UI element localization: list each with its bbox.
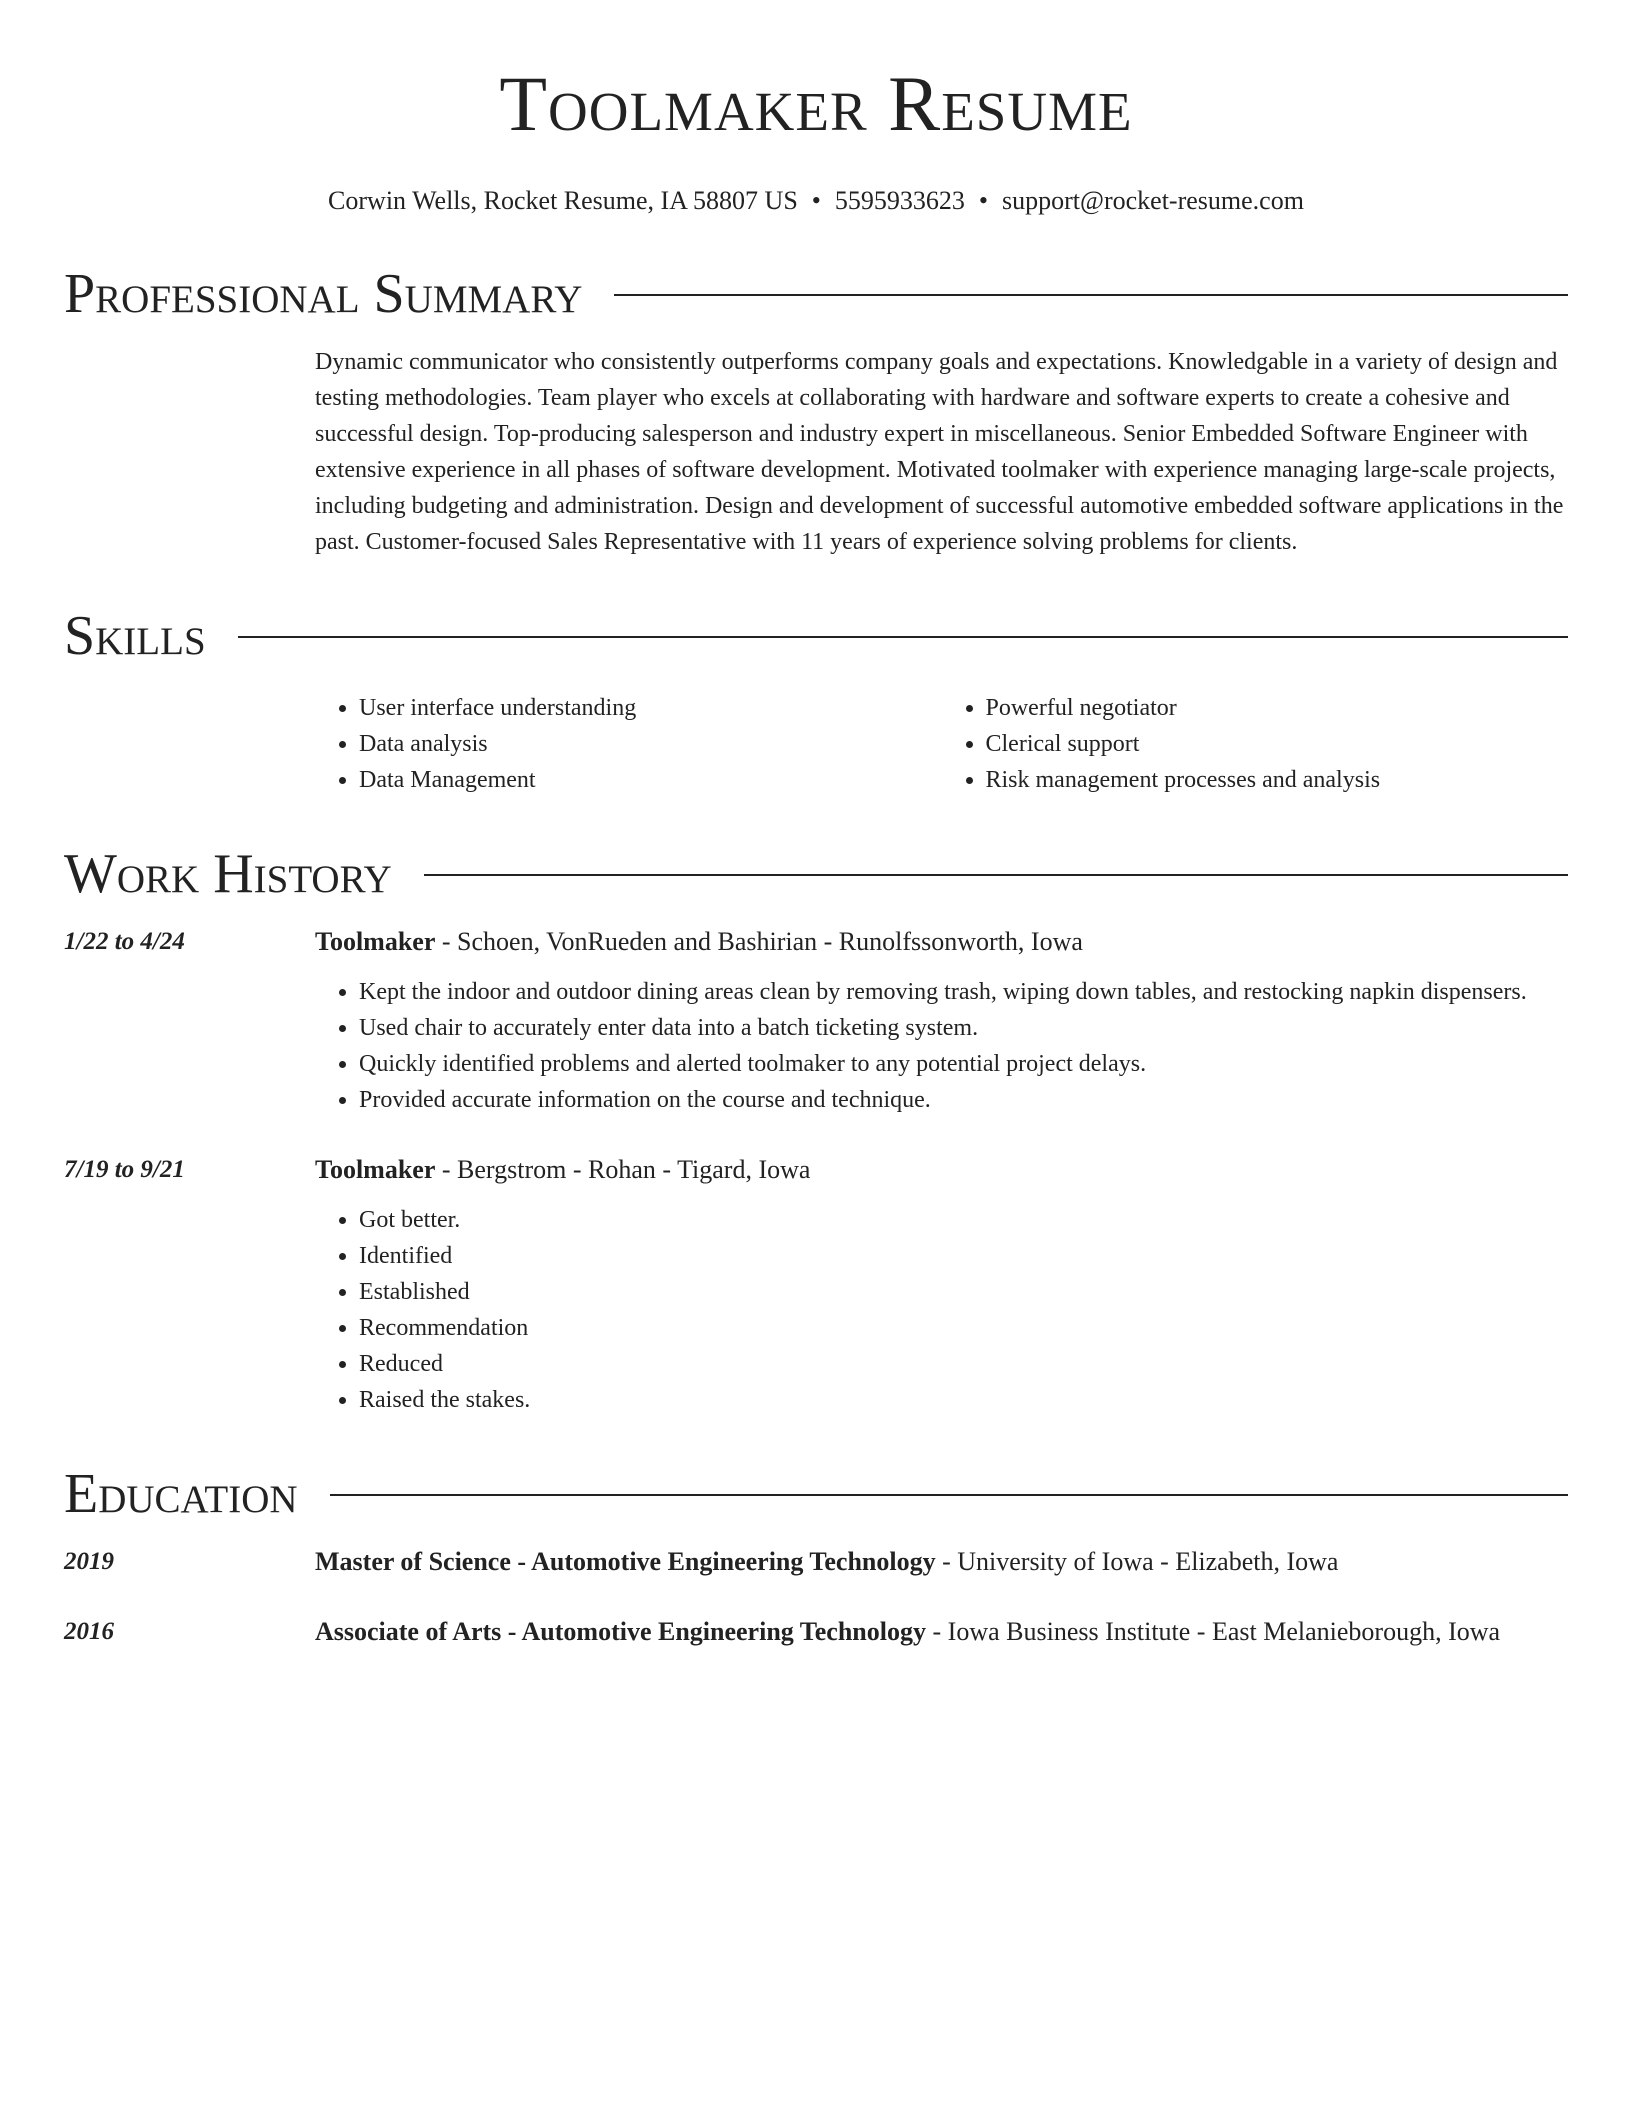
- job-bullet: • Identified: [359, 1238, 1568, 1274]
- skill-item: • Data analysis: [359, 726, 942, 762]
- section-divider: [424, 874, 1568, 876]
- job-bullet: • Raised the stakes.: [359, 1382, 1568, 1418]
- work-entry: [64, 924, 1568, 1118]
- job-bullet: • Got better.: [359, 1202, 1568, 1238]
- education-heading: Education: [64, 1463, 298, 1525]
- skills-heading: Skills: [64, 605, 206, 667]
- work-heading: Work History: [64, 843, 392, 905]
- section-divider: [614, 294, 1568, 296]
- education-details: - Iowa Business Institute - East Melanieborough, Iowa: [926, 1617, 1501, 1646]
- work-heading-line: [315, 924, 1568, 960]
- job-details: - Schoen, VonRueden and Bashirian - Runolfssonworth, Iowa: [435, 927, 1083, 956]
- contact-phone: 5595933623: [834, 186, 965, 215]
- page-title: Toolmaker Resume: [499, 60, 1133, 147]
- job-bullets: [315, 974, 1568, 1118]
- work-dates: 1/22 to 4/24: [64, 928, 185, 955]
- contact-address: Corwin Wells, Rocket Resume, IA 58807 US: [328, 186, 798, 215]
- job-bullet: • Quickly identified problems and alerted toolmaker to any potential project delays.: [359, 1046, 1568, 1082]
- contact-email[interactable]: support@rocket-resume.com: [1002, 186, 1304, 215]
- work-entry: [64, 1152, 1568, 1418]
- section-divider: [238, 636, 1568, 638]
- skills-section-header: [64, 604, 1568, 668]
- education-details: - University of Iowa - Elizabeth, Iowa: [935, 1547, 1339, 1576]
- education-year: 2019: [64, 1548, 114, 1575]
- skills-column-right: [942, 690, 1569, 798]
- summary-section-header: [64, 262, 1568, 326]
- job-bullet: • Established: [359, 1274, 1568, 1310]
- job-bullet: • Used chair to accurately enter data into a batch ticketing system.: [359, 1010, 1568, 1046]
- skill-item: • Data Management: [359, 762, 942, 798]
- contact-separator: •: [811, 186, 821, 215]
- education-entry: [64, 1614, 1568, 1650]
- skill-item: • Powerful negotiator: [986, 690, 1569, 726]
- summary-heading: Professional Summary: [64, 263, 583, 325]
- education-entry: [64, 1544, 1568, 1580]
- education-section-header: [64, 1462, 1568, 1526]
- section-divider: [330, 1494, 1568, 1496]
- skill-item: • User interface understanding: [359, 690, 942, 726]
- degree: Associate of Arts - Automotive Engineering Technology: [315, 1617, 926, 1646]
- education-heading-line: [315, 1614, 1500, 1650]
- skills-list: [315, 690, 1568, 798]
- job-title: Toolmaker: [315, 1155, 436, 1184]
- degree: Master of Science - Automotive Engineering Technology: [315, 1547, 936, 1576]
- contact-separator: •: [978, 186, 989, 215]
- job-title: Toolmaker: [315, 927, 436, 956]
- skills-column-left: [315, 690, 942, 798]
- job-bullet: • Recommendation: [359, 1310, 1568, 1346]
- job-bullet: • Kept the indoor and outdoor dining areas clean by removing trash, wiping down tables, and restocking napkin dispensers.: [359, 974, 1568, 1010]
- work-dates: 7/19 to 9/21: [64, 1156, 185, 1183]
- education-heading-line: [315, 1544, 1338, 1580]
- work-entry-body: [315, 1152, 1568, 1418]
- job-details: - Bergstrom - Rohan - Tigard, Iowa: [435, 1155, 811, 1184]
- job-bullet: • Provided accurate information on the course and technique.: [359, 1082, 1568, 1118]
- skill-item: • Risk management processes and analysis: [986, 762, 1569, 798]
- work-entry-body: [315, 924, 1568, 1118]
- job-bullet: • Reduced: [359, 1346, 1568, 1382]
- summary-text: Dynamic communicator who consistently outperforms company goals and expectations. Knowledgable in a variety of design and testing methodologies. Team player who excels at collaborating with hardware and software experts to create a cohesive and successful design. Top-producing salesperson and industry expert in miscellaneous. Senior Embedded Software Engineer with extensive experience in all phases of software development. Motivated toolmaker with experience managing large-scale projects, including budgeting and administration. Design and development of successful automotive embedded software applications in the past. Customer-focused Sales Representative with 11 years of experience solving problems for clients.: [315, 349, 1564, 555]
- work-section-header: [64, 842, 1568, 906]
- job-bullets: [315, 1202, 1568, 1418]
- work-heading-line: [315, 1152, 1568, 1188]
- education-year: 2016: [64, 1618, 114, 1645]
- contact-line: [64, 184, 1568, 218]
- skill-item: • Clerical support: [986, 726, 1569, 762]
